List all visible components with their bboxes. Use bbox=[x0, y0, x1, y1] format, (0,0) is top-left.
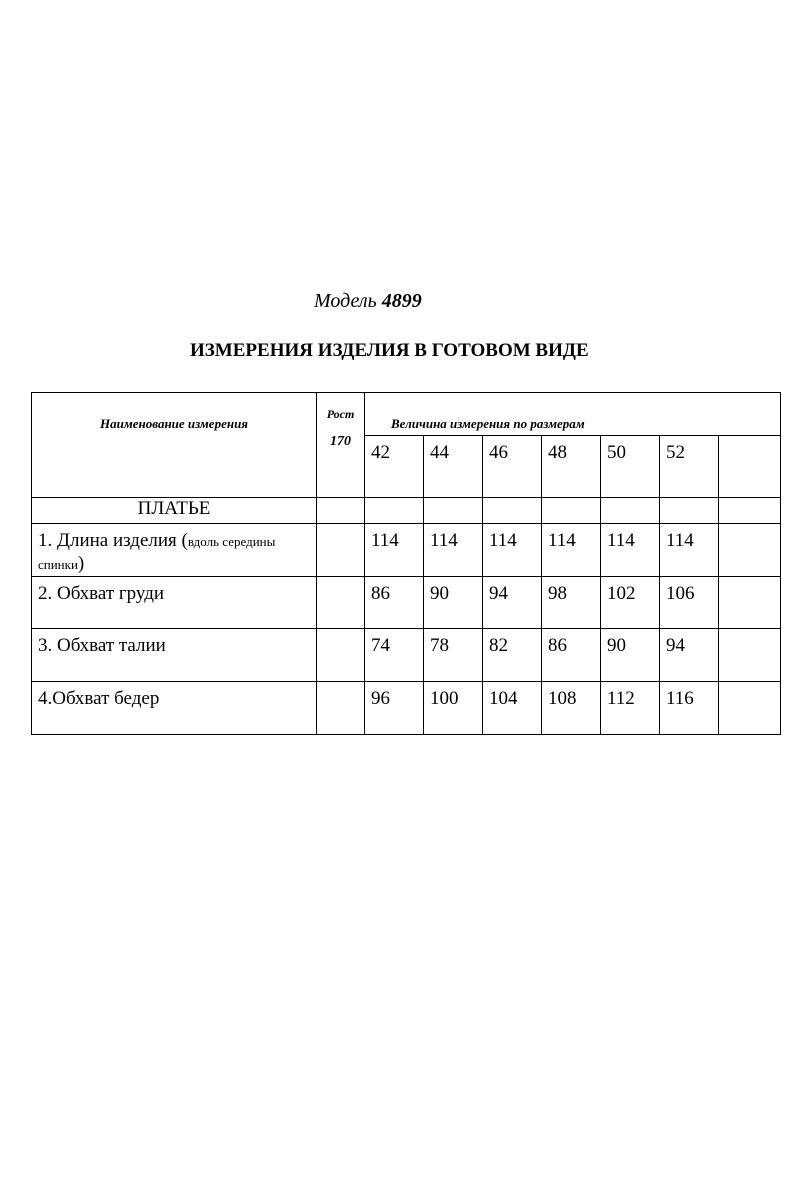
size-cell: 46 bbox=[483, 436, 542, 498]
value-cell bbox=[719, 629, 781, 682]
section-label: ПЛАТЬЕ bbox=[32, 498, 317, 524]
value-cell: 102 bbox=[601, 577, 660, 629]
empty-cell bbox=[719, 498, 781, 524]
size-cell: 44 bbox=[424, 436, 483, 498]
page-title: ИЗМЕРЕНИЯ ИЗДЕЛИЯ В ГОТОВОМ ВИДЕ bbox=[190, 340, 589, 361]
table-row bbox=[32, 682, 781, 735]
rost-cell bbox=[317, 629, 365, 682]
row-label: 4.Обхват бедер bbox=[32, 682, 317, 735]
header-values: Величина измерения по размерам bbox=[365, 393, 781, 436]
value-cell: 90 bbox=[424, 577, 483, 629]
value-cell: 74 bbox=[365, 629, 424, 682]
empty-cell bbox=[365, 498, 424, 524]
empty-cell bbox=[483, 498, 542, 524]
value-cell bbox=[719, 524, 781, 577]
row-label bbox=[32, 524, 317, 577]
value-cell: 114 bbox=[660, 524, 719, 577]
empty-cell bbox=[424, 498, 483, 524]
value-cell: 104 bbox=[483, 682, 542, 735]
header-rost bbox=[317, 393, 365, 498]
rost-cell bbox=[317, 577, 365, 629]
row-label-tail: ) bbox=[77, 553, 85, 574]
value-cell bbox=[719, 577, 781, 629]
value-cell: 114 bbox=[424, 524, 483, 577]
model-line bbox=[314, 290, 422, 313]
empty-cell bbox=[542, 498, 601, 524]
table-row bbox=[32, 629, 781, 682]
value-cell: 114 bbox=[601, 524, 660, 577]
empty-cell bbox=[317, 498, 365, 524]
table-row bbox=[32, 524, 781, 577]
empty-cell bbox=[660, 498, 719, 524]
value-cell: 100 bbox=[424, 682, 483, 735]
value-cell: 112 bbox=[601, 682, 660, 735]
header-name: Наименование измерения bbox=[32, 393, 317, 498]
size-cell: 42 bbox=[365, 436, 424, 498]
value-cell: 114 bbox=[483, 524, 542, 577]
value-cell: 108 bbox=[542, 682, 601, 735]
rost-cell bbox=[317, 682, 365, 735]
model-label: Модель bbox=[314, 290, 377, 312]
value-cell bbox=[719, 682, 781, 735]
size-cell: 48 bbox=[542, 436, 601, 498]
measurement-table bbox=[31, 392, 781, 735]
row-label: 3. Обхват талии bbox=[32, 629, 317, 682]
value-cell: 94 bbox=[483, 577, 542, 629]
value-cell: 86 bbox=[542, 629, 601, 682]
size-cell bbox=[719, 436, 781, 498]
row-label: 2. Обхват груди bbox=[32, 577, 317, 629]
rost-cell bbox=[317, 524, 365, 577]
model-number: 4899 bbox=[381, 290, 422, 312]
value-cell: 96 bbox=[365, 682, 424, 735]
value-cell: 94 bbox=[660, 629, 719, 682]
value-cell: 116 bbox=[660, 682, 719, 735]
empty-cell bbox=[601, 498, 660, 524]
table-row bbox=[32, 577, 781, 629]
header-rost-value: 170 bbox=[330, 434, 351, 449]
row-label-note: вдоль середины спинки bbox=[38, 534, 276, 572]
value-cell: 78 bbox=[424, 629, 483, 682]
value-cell: 86 bbox=[365, 577, 424, 629]
value-cell: 82 bbox=[483, 629, 542, 682]
value-cell: 114 bbox=[542, 524, 601, 577]
value-cell: 114 bbox=[365, 524, 424, 577]
value-cell: 98 bbox=[542, 577, 601, 629]
header-rost-label: Рост bbox=[326, 407, 355, 421]
row-label-main: 1. Длина изделия ( bbox=[38, 530, 188, 551]
size-cell: 50 bbox=[601, 436, 660, 498]
value-cell: 106 bbox=[660, 577, 719, 629]
value-cell: 90 bbox=[601, 629, 660, 682]
size-cell: 52 bbox=[660, 436, 719, 498]
